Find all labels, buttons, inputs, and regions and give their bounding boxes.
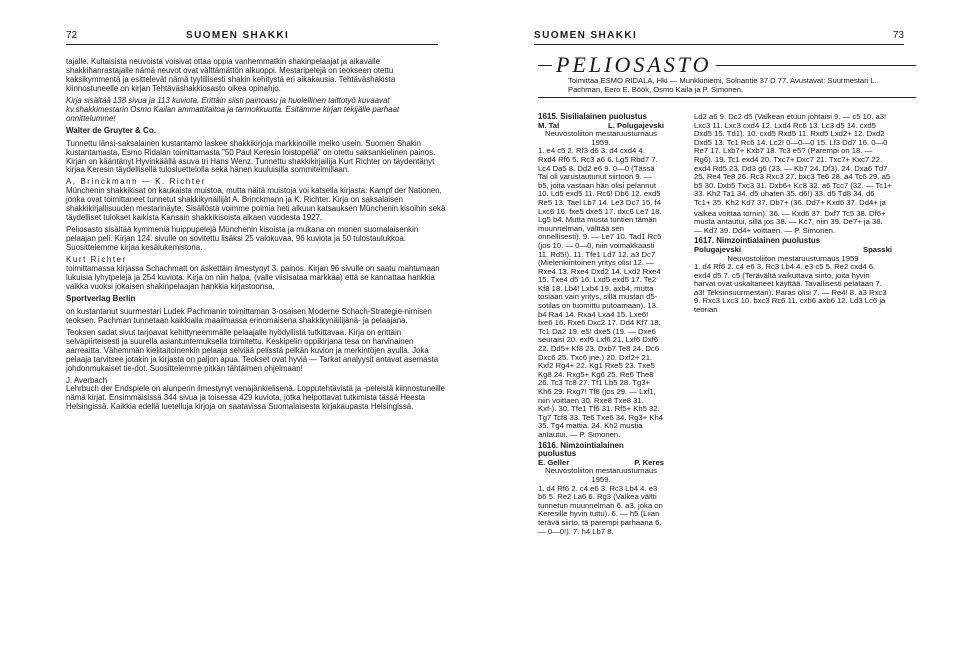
de-gruyter-paragraph: Tunnettu länsi-saksalainen kustantamo laskee shakkikirjoja markkinoille melko usein. Suomen Shakin kustantamasta, Esmo Ridalan toimittamasta "50 Paul Keresin loistopeliä" on otettu saksankielinen painos. Kirjan on kääntänyt Hyvinkäällä asuva tri Hans Wenz. Tunnettu shakkikirjailija Kurt Richter on täydentänyt kirjaa Keresin täydellisellä tulosluettelolla sekä hänen kuuluisilla sommitelmillaan.	[66, 138, 436, 175]
author-averbach: J. Averbach	[66, 375, 108, 385]
pachman-review-paragraph: Teoksen sadat sivut tarjoavat kehittyneemmälle pelaajalle hyödyllistä tutkittavaa. Kirja on erittäin selväpiirteisesti ja suurella asiantuntemuksella toimitettu. Keskipelin oppikirjana tesa on harvinainen aarreaitta. Vähemmän kielitaitoinenkin pelaaja selviää pelisstä pelkän kuvion ja merkintöjen avulla. Joka pelaaja tarvitsee jotakin ja kirjasta on paljon apua. Teokset ovat hyviä — Tarkat analyysit antavat asemasta johdonmukaiset tie-dot. Suosittelemme pitkän tähtäimen ohjelmaan!	[66, 327, 439, 373]
game-1617-moves: 1. d4 Rf6 2. c4 e6 3. Rc3 Lb4 4. e3 c5 5. Re2 cxd4 6. exd4 d5 7. c5 (Terävältä vaikuttava siirto, joita hyvin harvat ovat uskaltaneet käyttää. Tavallisesti pelataan 7. a3! Teksinsuurmestari). Paras olisi 7. — Re4! 8. a3 Rxc3 9. Rxc3 Lxc3 10. bxc3 Rc6 11. cxb6 axb6 12. Ld3 Lc6 ja teorian	[694, 262, 887, 315]
game-1617-black: Spasski	[862, 244, 892, 254]
game-1616-moves: 1. d4 Rf6 2. c4 e6 3. Rc3 Lb4 4. e3 b6 5. Re2 La6 6. Rg3 (Valkea vältti tunnetun muunnelman 6. a3, joka on Keresille hyvin tuttu). 6. — h5 (Liian terävä siirto, tä parempi parhaana 6. — 0—0!). 7. h4 Lb7 8.	[538, 483, 663, 536]
game-1615-moves: 1. e4 c5 2. Rf3 d6 3. d4 cxd4 4. Rxd4 Rf6 5. Rc3 a6 6. Lg5 Rbd7 7. Lc4 Da5 8. Dd2 e6 9. 0—0 (Tässä Tal oli varustautunut siirtoon 9. — b5, joita vastaan hän olisi pelannut 10. Ld5 exd5 11. Rc6! Db6 12. exd5 Re5 13. Tael Lb7 14. Le3 Dc7 15. f4 Lxc6 16. fxe5 dxe5 17. dxc6 Le7 18. Lg5 b4. Mutta musta tuntien tämän muunnelman, välttää sen onnellisesti). 9. — Le7 10. Tad1 Rc5 (jos 10. — 0—0, niin voimakkaasti 11. Rd5!). 11. Tfe1 Ld7 12. a3 Dc7 (Mielenkiintoinen yritys olisi 12. — Rxe4 13. Rxe4 Dxd2 14. Lxd2 Rxe4 15. Txe4 d5 16. Lxd5 exd5 17. Te2 Kf8 18. Lb4! Lxb4 19. axb4, mutta tosiaan vain yritys, sillä mustan d5-sotilas on tuomittu putoamaan). 13. b4 Ra4 14. Rxa4 Lxa4 15. Lxe6! fxe6 16. Rxe6 Dxc2 17. Dd4 Kf7 18. Tc1 Da2 19. e5! dxe5 (19. — Dxe6 seuraisi 20. exf6 Lxf6 21. Lxf6 Dxf6 22. Dd5+ Kf8 23. Dxb7 Te8 24. Dc6 Dxc6 25. Txc6 jne.) 20. Dxf2+ 21. Kxf2 Rg4+ 22. Kg1 Rxe5 23. Txe5 Kg8 24. Rxg5+ Kg6 25. Re6 The8 26. Tc3 Tc8 27. Tf1 Lb5 28. Tg3+ Kh6 29. Rxg7! Tf8 (jos 29. — Lxf1, niin voittaen 30. Rxe8 Txe8 31. Kxf-). 30. Tfe1 Tf6 31. Rf5+ Kh5 32. Tg7 Tcf8 33. Te6 Txe6 34. Rg3+ Kh4 35. Tg4 mattia. 24. Kh2 mustia antautui. — P. Simonen.	[538, 146, 664, 439]
peliosasto-banner	[538, 54, 916, 98]
game-1615-event: Neuvostoliiton mestaruusturnaus 1959.	[545, 129, 657, 147]
author-kurt-richter: Kurt Richter	[66, 255, 127, 265]
book-note-paragraph: Kirja sisältää 138 sivua ja 113 kuviota. Erittäin siisti painoasu ja huolellinen taittotyö kuvaavat kv.shakkimestarin Osmo Kailan ammattitaitoa ja tarmokkuutta. Esitämme kirjan tekijälle parhaat onnittelumme!	[66, 95, 400, 123]
banner-bottom-rule	[538, 97, 916, 98]
endspiele-paragraph: Lehrbuch der Endspiele on alunperin ilmestynyt venäjänkielisenä. Lopputehtävistä ja -peleistä kiinnostuneille nämä kirjat. Ensimmäisissä 344 sivua ja toisessa 429 kuviota, jotka helpottavat tutkimista tässä Heesta Helsingissä. Kaikkia edellä luetelluja kirjoja on saatavissa Suomalaisesta kirjakaupasta Helsingissä.	[66, 384, 445, 412]
right-page-header	[534, 30, 904, 45]
kampf-der-nationen-paragraph: Münchenin shakkikisat on kaukaista muistoa, mutta näitä muistoja voi katsella kirjasta: Kampf der Nationen, jonka ovat toimittaneet tunnetut shakkikynäilijät A. Brinckmann ja K. Richter. Kirja on saksalaisen shakkikirjallisuuden mestarinäyte. Sisällöstä voimme poimia heti alkuun katsauksen Münchenin kisoihin sekä täydelliset tulokset kaikista Kansain shakkikisoista alkaen vuodesta 1927.	[66, 186, 446, 223]
left-page-body	[66, 58, 446, 415]
left-page-number: 72	[66, 30, 78, 41]
game-1615-black: L. Polugajevski	[608, 120, 664, 130]
schachmatt-paragraph: toimittamassa kirjassa Schachmatt on äskettäin ilmestynyt 3. painos. Kirjan 96 sivulle on saatu mahtumaan lukuisia lyhytpelejä ja 254 kuviota. Kirja on niin halpa, (valle viisisataa markkaa) että se kannattaa hankkia vaikka vuoksi jokaisen shakinpelaajan hankkia kirjastoonsa.	[66, 264, 440, 291]
author-brinckmann-richter: A. Brinckmann — K. Richter	[66, 177, 206, 187]
intro-paragraph: tajalle. Kultaisista neuvoista voisivat ottaa oppia vanhemmatkin shakinpelaajat ja aikavalle shakkihanrastajalle nämä neuvot ovat välttämättön alkuoppi. Mestaripelejä on teokseen otettu kaksikymmentä ja esittelevät nämä tyylillisesti shakin kehitystä eri aikakausia. Tehtäväshakista kiinnostuneelle on kirjan Tehtäväshakkiosasto oikea opinahjo.	[66, 57, 396, 93]
game-1617-heading: 1617. Nimzointialainen puolustus	[694, 236, 821, 246]
left-page-header	[66, 30, 438, 45]
game-1616-finish: valkea voittaa tornin). 36. — Kxd6 37. Dxf7 Tc5 38. Df6+ musta antautui, sillä jos 38. — Kc7, niin 39. De7+ ja 38. — Kd7 39. Dd4+ voittaen. — P. Simonen.	[694, 208, 886, 235]
game-1616-continuation: Ld2 a6 9. Dc2 d5 (Valkean etuun johtaisi 9. — c5 10. a3! Lxc3 11. Lxc3 cxd4 12. Lxd4 Rc6 13. Lc3 d5 14. cxd5 Dxd5 15. Td1). 10. cxd5 Rxd5 11. Rxd5 Lxd2+ 12. Dxd2 Dxd5 13. Tc1 Rc6 14. Lc2! 0—0—0 15. Lf3 Dd7 16. 0—0 Re7 17. Lxb7+ Kxb7 18. Tc3 e5? (Parempi on 18. — Rg6). 19. Tc1 exd4 20. Txc7+ Dxc7 21. Txc7+ Kxc7 22. exd4 Rd5 23. Dd3 g6 (23. — Kb7 24. Df3). 24. Dxa6 Td7 25. Re4 Te8 26. Rc3 Rxc3 27. bxc3 Te6 28. a4 Tc6 29. a5 b5 30. Dxb5 Txc3 31. Dxb6+ Kc8 32. a6 Tcc7 (32. — Tc1+ 33. Kh2 Ta1 34. d5 uhaten 35. d6!) 33. d5 Td8 34. d6 Tc1+ 35. Kh2 Kd7 37. Db7+ (36. Dd7+ Kxd6 37. Dd4+ ja	[694, 112, 892, 207]
game-1617-white: Polugajevski	[694, 244, 741, 254]
pachman-paragraph: on kustantanut suurmestari Ludek Pachmanin toimittaman 3-osaisen Moderne Schach-Strategie-nimisen teoksen. Pachman tunnetaan kaikkialla maailmassa erinomaisena shakkikynäilijänä- ja pelaajana.	[66, 306, 432, 325]
publisher-heading-sportverlag: Sportverlag Berlin	[66, 293, 136, 303]
right-page-number: 73	[892, 30, 904, 41]
left-page	[0, 0, 472, 666]
left-running-title: SUOMEN SHAKKI	[186, 30, 290, 41]
game-1615-white: M. Tal	[538, 120, 560, 130]
game-1616-white: E. Geller	[538, 457, 570, 467]
peliosasto-munchen-paragraph: Peliosasto sisältää kymmeniä huippupelejä Münchenin kisoista ja mukana on monen suomalaisenkin pelaajan peli. Kirjan 124. sivulle on sovitettu lisäksi 25 valokuvaa, 96 kuviota ja 50 tulostaulukkoa. Suosittelemme kirjaa kesälukemistona.	[66, 225, 419, 253]
game-1615-heading: 1615. Sisilialainen puolustus	[538, 112, 647, 121]
games-column-1	[538, 113, 664, 538]
section-title: PELIOSASTO	[552, 52, 716, 78]
right-running-title: SUOMEN SHAKKI	[534, 30, 638, 41]
game-1616-heading: 1616. Nimzointialainen puolustus	[538, 440, 624, 459]
publisher-heading-de-gruyter: Walter de Gruyter & Co.	[66, 125, 156, 135]
game-1616-black: P. Keres	[634, 457, 664, 467]
games-column-2	[694, 113, 892, 317]
game-1616-event: Neuvostoliiton mestaruusturnaus 1959.	[545, 466, 657, 484]
section-editor-info: Toimittaa ESMO RIDALA, Hki — Munkkiniemi, Solnantie 37 D 77. Avustavat: Suurmestari L. Pachman, Eero E. Böök, Osmo Kaila ja P. Simonen.	[568, 76, 877, 94]
game-1617-event: Neuvostoliiton mestaruusturnaus 1959	[727, 253, 859, 263]
